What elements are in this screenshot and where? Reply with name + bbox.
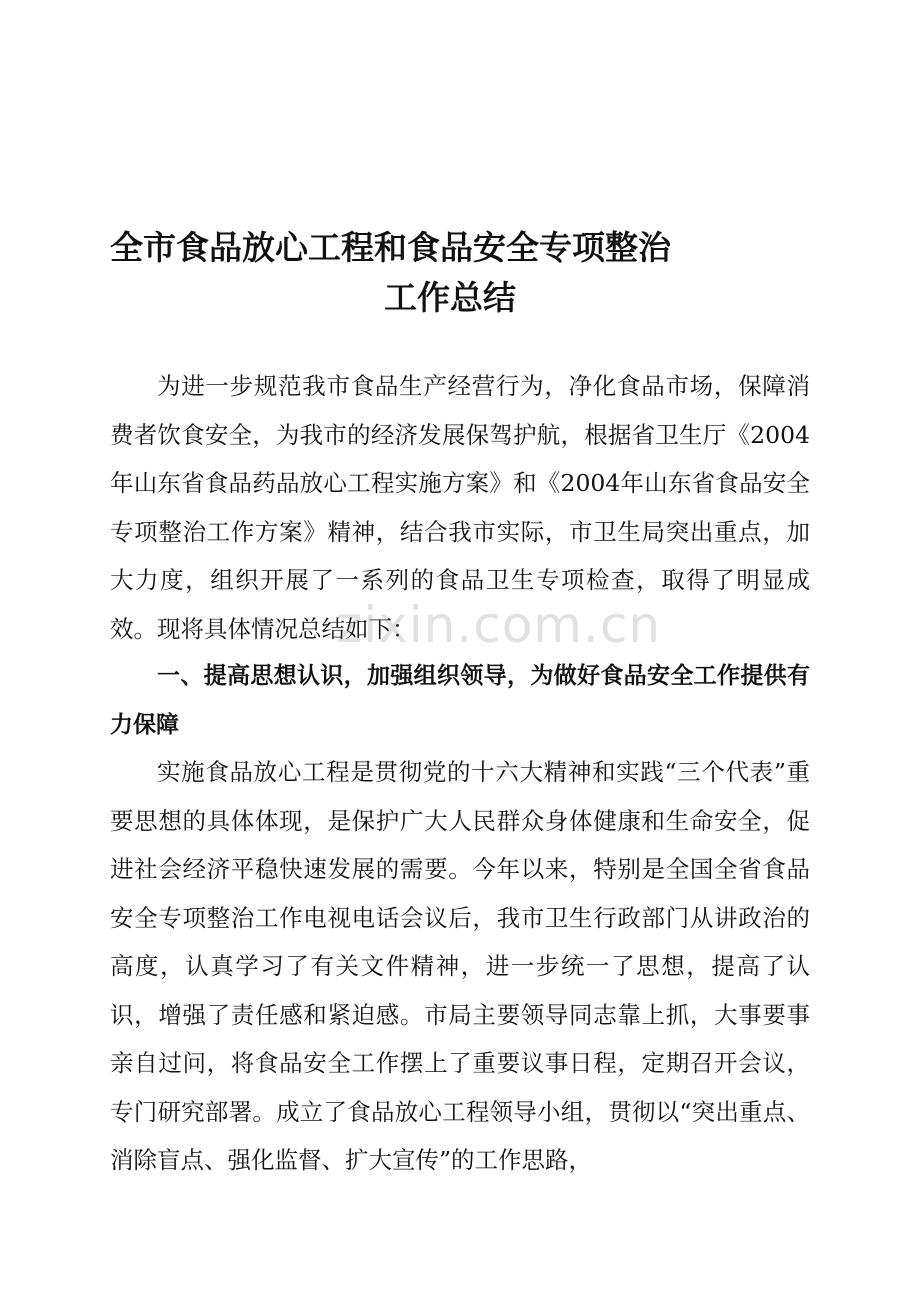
section-heading-1: 一、提高思想认识，加强组织领导，为做好食品安全工作提供有力保障 [110, 663, 810, 738]
intro-paragraph: 为进一步规范我市食品生产经营行为，净化食品市场，保障消费者饮食安全，为我市的经济发展保驾护航，根据省卫生厅《2004年山东省食品药品放心工程实施方案》和《2004年山东省食品安全专项整治工作方案》精神，结合我市实际，市卫生局突出重点，加大力度，组织开展了一系列的食品卫生专项检查，取得了明显成效。现将具体情况总结如下： [110, 372, 810, 643]
site-watermark: zixin.com.cn [336, 596, 662, 654]
section-1-paragraph: 实施食品放心工程是贯彻党的十六大精神和实践“三个代表”重要思想的具体体现，是保护广大人民群众身体健康和生命安全，促进社会经济平稳快速发展的需要。今年以来，特别是全国全省食品安全专项整治工作电视电话会议后，我市卫生行政部门从讲政治的高度，认真学习了有关文件精神，进一步统一了思想，提高了认识，增强了责任感和紧迫感。市局主要领导同志靠上抓，大事要事亲自过问，将食品安全工作摆上了重要议事日程，定期召开会议，专门研究部署。成立了食品放心工程领导小组，贯彻以“突出重点、消除盲点、强化监督、扩大宣传”的工作思路， [110, 758, 810, 1174]
document-title-line-2: 工作总结 [384, 278, 516, 317]
document-title-line-1: 全市食品放心工程和食品安全专项整治 [110, 228, 671, 267]
